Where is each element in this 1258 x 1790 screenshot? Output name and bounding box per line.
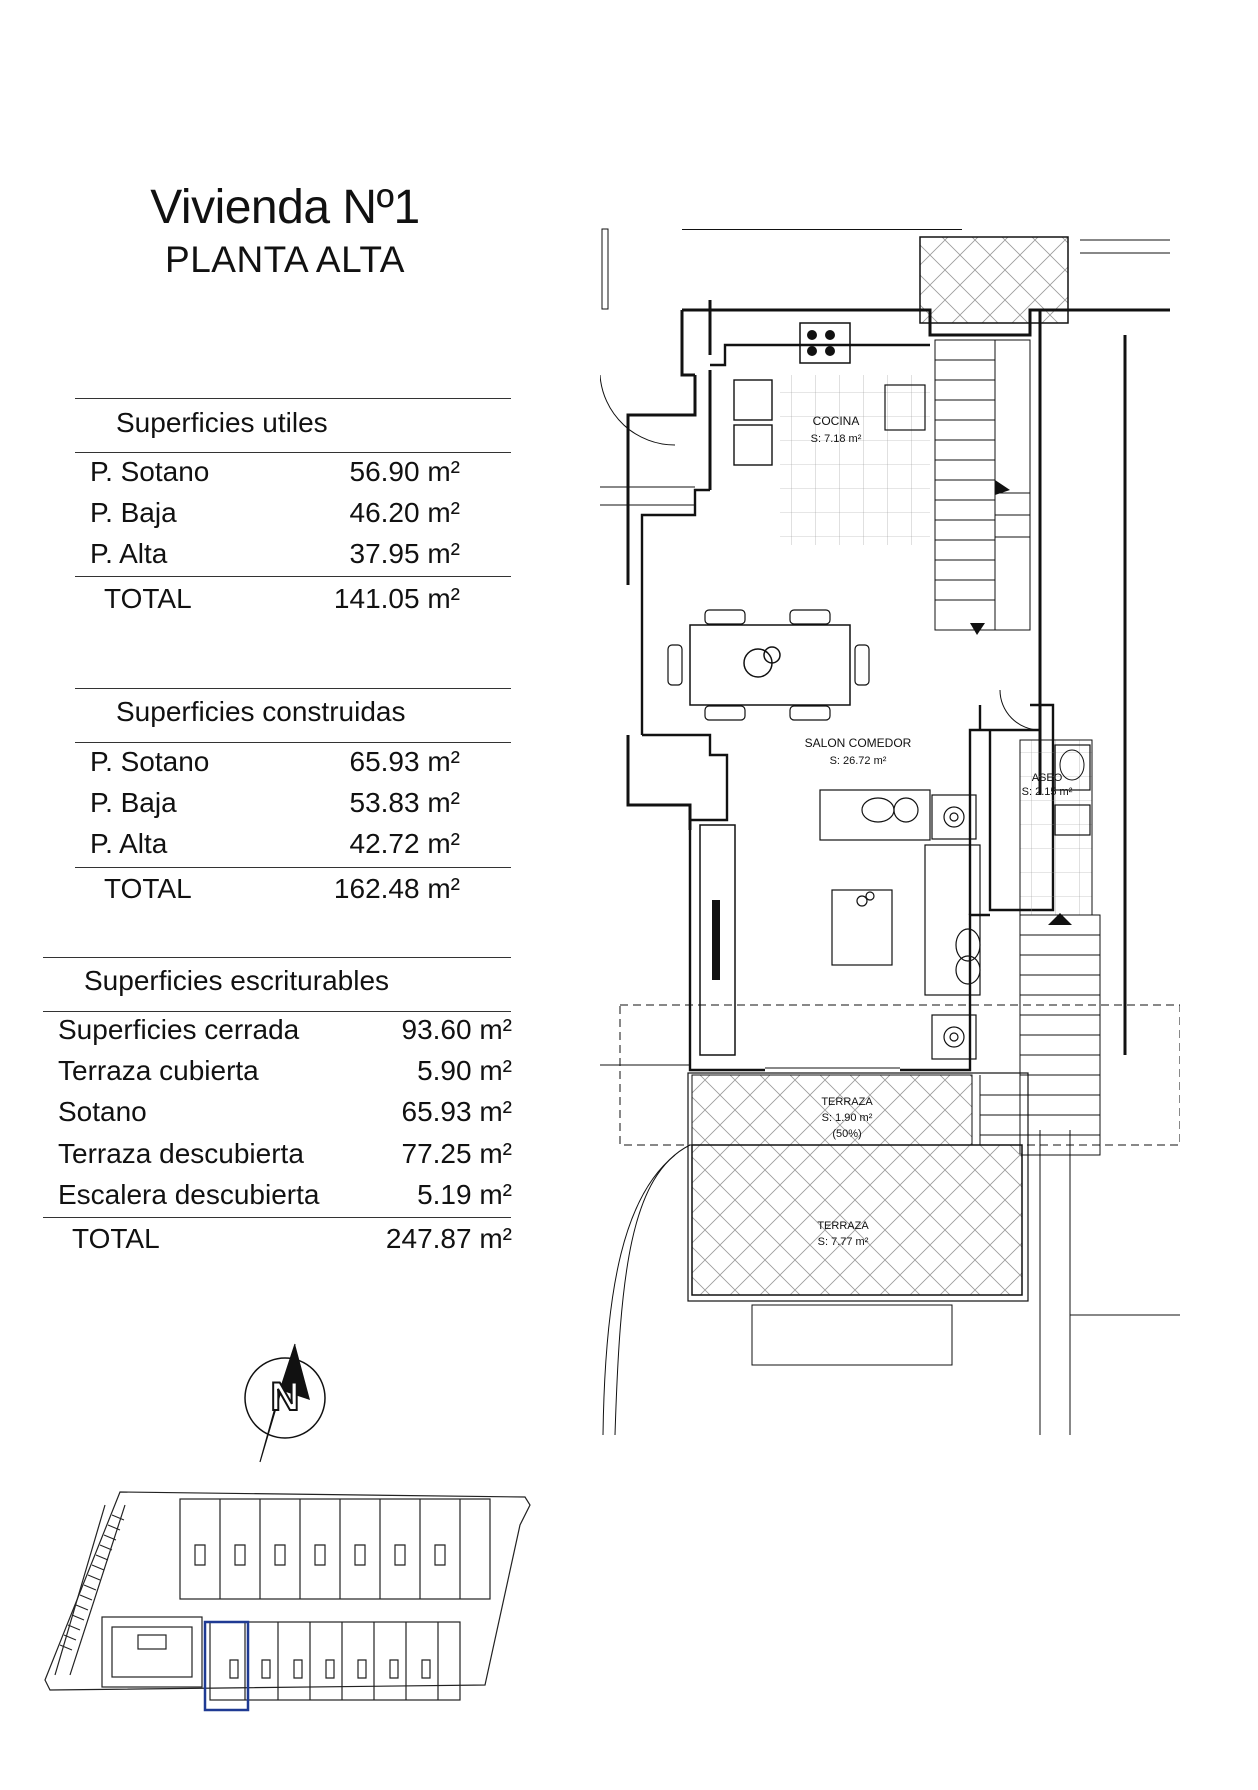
cocina-name: COCINA [812,414,860,428]
row-value: 65.93 m² [401,1096,512,1127]
terraza-area: S: 7.77 m² [817,1236,869,1248]
salon-name: SALON COMEDOR [804,736,912,750]
row-label: P. Alta [90,538,168,569]
site-key-plan [30,1485,540,1715]
terraza-cubierta-area: S: 1.90 m² [821,1112,873,1124]
title-block [40,180,530,281]
row-value: 93.60 m² [401,1014,512,1045]
row-value: 5.90 m² [417,1055,512,1086]
aseo-area: S: 2.15 m² [1021,786,1073,798]
row-value: 46.20 m² [349,497,460,528]
row-label: Sotano [58,1096,147,1127]
row-label: P. Alta [90,828,168,859]
total-value: 141.05 m² [333,583,460,614]
aseo-name: ASEO [1031,772,1063,784]
construidas-heading: Superficies construidas [116,696,406,727]
page-subtitle: PLANTA ALTA [165,239,405,280]
row-value: 5.19 m² [417,1179,512,1210]
row-label: P. Baja [90,497,177,528]
row-value: 56.90 m² [349,456,460,487]
salon-area: S: 26.72 m² [829,755,887,767]
utiles-heading: Superficies utiles [116,407,328,438]
cocina-area: S: 7.18 m² [810,433,862,445]
row-value: 37.95 m² [349,538,460,569]
highlighted-unit [205,1622,248,1710]
floor-plan [600,225,1180,1440]
row-label: Escalera descubierta [58,1179,320,1210]
compass-icon [240,1340,330,1465]
page-title: Vivienda Nº1 [150,181,420,234]
row-label: P. Sotano [90,746,210,777]
row-value: 65.93 m² [349,746,460,777]
row-label: P. Baja [90,787,177,818]
total-label: TOTAL [104,873,192,904]
row-label: Terraza cubierta [58,1055,259,1086]
row-value: 42.72 m² [349,828,460,859]
row-label: Terraza descubierta [58,1138,304,1169]
escriturables-heading: Superficies escriturables [84,965,390,996]
terraza-cubierta-note: (50%) [832,1128,862,1140]
row-value: 77.25 m² [401,1138,512,1169]
total-label: TOTAL [72,1223,160,1254]
row-value: 53.83 m² [349,787,460,818]
total-label: TOTAL [104,583,192,614]
terraza-name: TERRAZA [817,1220,869,1232]
total-value: 162.48 m² [333,873,460,904]
compass-letter: N [270,1375,300,1419]
row-label: P. Sotano [90,456,210,487]
row-label: Superficies cerrada [58,1014,300,1045]
total-value: 247.87 m² [385,1223,512,1254]
terraza-cubierta-name: TERRAZA [821,1096,873,1108]
